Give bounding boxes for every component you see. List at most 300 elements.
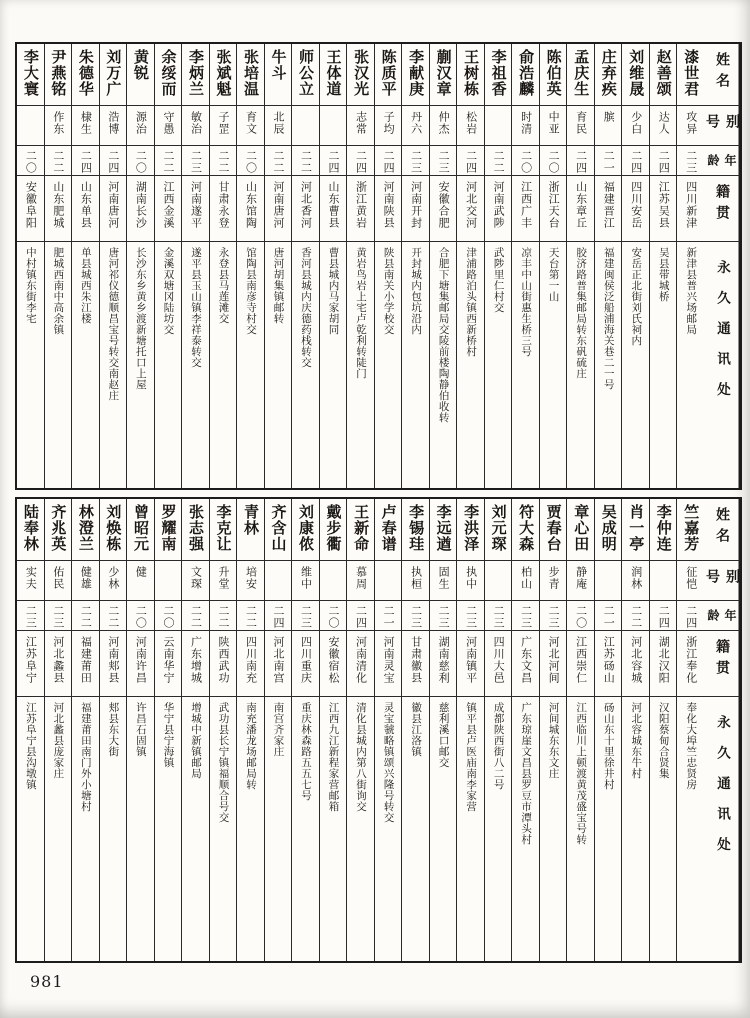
person-native-place: 山东馆陶 xyxy=(244,181,258,229)
person-alias: 固生 xyxy=(437,566,451,590)
person-native-place: 河南郏县 xyxy=(106,636,120,684)
person-alias: 健 xyxy=(134,566,148,578)
person-alias-cell xyxy=(485,561,512,601)
person-address: 长沙东乡黄乡渡新塘托口上屋 xyxy=(134,247,147,390)
person-age: 二三 xyxy=(189,150,203,174)
person-age: 二三 xyxy=(409,605,423,629)
person-age: 二二 xyxy=(272,150,285,174)
person-column xyxy=(649,44,677,488)
person-name: 李仲连 xyxy=(654,504,673,552)
person-age: 二三 xyxy=(299,605,313,629)
person-name-cell xyxy=(17,44,44,106)
person-age-cell xyxy=(155,601,182,631)
person-alias: 子罡 xyxy=(216,111,230,135)
person-age-cell xyxy=(375,146,402,176)
person-native-place-cell xyxy=(540,176,567,242)
person-column xyxy=(621,499,649,961)
person-name-cell xyxy=(457,44,484,106)
person-native-place: 湖南慈利 xyxy=(437,636,451,684)
person-alias-cell xyxy=(100,106,127,146)
person-column xyxy=(291,499,319,961)
person-name-cell xyxy=(320,44,347,106)
person-age-cell xyxy=(650,146,677,176)
person-address-cell xyxy=(100,697,127,961)
person-alias-cell xyxy=(45,561,72,601)
person-native-place: 甘肃徽县 xyxy=(409,636,423,684)
person-native-place: 河南许昌 xyxy=(134,636,148,684)
person-address-cell xyxy=(402,697,429,961)
person-native-place-cell xyxy=(237,176,264,242)
person-column xyxy=(374,44,402,488)
person-name-cell xyxy=(650,499,677,561)
person-address: 单县城西朱江楼 xyxy=(79,247,92,324)
person-address: 重庆林森路五五七号 xyxy=(300,702,313,801)
person-name: 青林 xyxy=(242,504,260,536)
person-alias-cell xyxy=(457,106,484,146)
person-alias: 执桓 xyxy=(409,566,423,590)
person-native-place: 山东肥城 xyxy=(51,181,65,229)
person-native-place-cell xyxy=(100,176,127,242)
person-name: 刘元琛 xyxy=(489,504,508,552)
person-column xyxy=(401,44,429,488)
person-address-cell xyxy=(650,697,677,961)
person-name-cell xyxy=(237,499,264,561)
person-name: 余绥而 xyxy=(159,49,178,97)
person-column xyxy=(44,499,72,961)
person-age-cell xyxy=(650,601,677,631)
person-address-cell xyxy=(320,697,347,961)
person-column xyxy=(484,499,512,961)
person-age-cell xyxy=(485,146,512,176)
person-age: 二一 xyxy=(602,150,616,174)
person-native-place-cell xyxy=(182,176,209,242)
person-age: 二三 xyxy=(437,605,451,629)
person-name: 漆世君 xyxy=(682,49,701,97)
person-name: 蒯汉章 xyxy=(434,49,453,97)
person-address-cell xyxy=(622,242,649,488)
person-alias-cell xyxy=(430,106,457,146)
person-address: 河北蠡县庞家庄 xyxy=(52,702,65,779)
person-alias-cell xyxy=(677,561,704,601)
person-address-cell xyxy=(430,697,457,961)
person-native-place-cell xyxy=(650,631,677,697)
person-address-cell xyxy=(457,697,484,961)
person-age-cell xyxy=(347,601,374,631)
person-address: 胶济路普集邮局转东矾硫庄 xyxy=(575,247,588,379)
person-address-cell xyxy=(677,697,704,961)
person-age: 二〇 xyxy=(327,605,341,629)
person-name-cell xyxy=(347,44,374,106)
header-native-place: 籍贯 xyxy=(704,631,740,697)
person-name-cell xyxy=(375,44,402,106)
person-alias-cell xyxy=(595,561,622,601)
person-column xyxy=(154,499,182,961)
person-address-cell xyxy=(127,697,154,961)
person-alias-cell xyxy=(677,106,704,146)
person-name: 张志强 xyxy=(186,504,205,552)
person-native-place: 江西广丰 xyxy=(519,181,533,229)
person-column xyxy=(539,44,567,488)
person-native-place: 四川南充 xyxy=(244,636,258,684)
person-native-place-cell xyxy=(292,631,319,697)
person-address: 吴县带城桥 xyxy=(657,247,670,302)
person-alias: 维中 xyxy=(299,566,313,590)
person-address-cell xyxy=(430,242,457,488)
person-name: 张斌魁 xyxy=(214,49,233,97)
person-alias: 育文 xyxy=(244,111,258,135)
person-address: 清化县城内第八街询交 xyxy=(355,702,368,812)
person-name: 罗耀南 xyxy=(159,504,178,552)
person-alias: 膑 xyxy=(602,111,616,123)
person-age: 二三 xyxy=(519,605,533,629)
person-alias: 少白 xyxy=(629,111,643,135)
person-alias-cell xyxy=(402,561,429,601)
person-native-place-cell xyxy=(265,176,292,242)
person-name-cell xyxy=(265,499,292,561)
person-address-cell xyxy=(155,697,182,961)
person-alias-cell xyxy=(347,106,374,146)
person-alias-cell xyxy=(155,106,182,146)
person-address: 成都陕西街八二号 xyxy=(492,702,505,790)
person-alias-cell xyxy=(567,561,594,601)
person-age: 二二 xyxy=(106,605,120,629)
person-age: 二四 xyxy=(657,605,671,629)
person-age-cell xyxy=(210,601,237,631)
person-address-cell xyxy=(622,697,649,961)
person-native-place: 江苏阜宁 xyxy=(24,636,38,684)
person-address: 华宁县宁海镇 xyxy=(162,702,175,768)
person-name: 刘焕栋 xyxy=(104,504,123,552)
person-age: 二三 xyxy=(51,605,65,629)
person-name-cell xyxy=(292,499,319,561)
person-native-place: 浙江黄岩 xyxy=(354,181,368,229)
person-name: 王树栋 xyxy=(462,49,481,97)
person-name: 尹燕铭 xyxy=(49,49,68,97)
person-age-cell xyxy=(567,146,594,176)
person-native-place: 河北河间 xyxy=(547,636,561,684)
person-name: 刘万广 xyxy=(104,49,123,97)
person-name-cell xyxy=(512,44,539,106)
person-name-cell xyxy=(622,499,649,561)
person-age-cell xyxy=(237,601,264,631)
person-address: 凉丰中山街惠生桥三号 xyxy=(520,247,533,357)
person-address: 许昌石固镇 xyxy=(134,702,147,757)
person-alias-cell xyxy=(402,106,429,146)
person-column xyxy=(126,499,154,961)
person-name: 刘康侬 xyxy=(297,504,316,552)
person-native-place: 福建莆田 xyxy=(79,636,93,684)
person-age: 二二 xyxy=(629,605,643,629)
person-name-cell xyxy=(155,44,182,106)
person-name: 李远遒 xyxy=(434,504,453,552)
person-age: 二二 xyxy=(51,150,65,174)
person-alias: 文琛 xyxy=(189,566,203,590)
person-alias: 静庵 xyxy=(574,566,588,590)
person-address: 中村镇东街李宅 xyxy=(24,247,37,324)
person-age: 二四 xyxy=(464,150,478,174)
person-name: 师公立 xyxy=(297,49,316,97)
person-age: 二一 xyxy=(602,605,616,629)
person-name: 李献庚 xyxy=(407,49,426,97)
person-age-cell xyxy=(430,601,457,631)
person-name: 黄锐 xyxy=(131,49,150,81)
person-alias-cell xyxy=(127,561,154,601)
person-column xyxy=(236,499,264,961)
person-address-cell xyxy=(155,242,182,488)
person-alias-cell xyxy=(540,561,567,601)
person-address: 武陟里仁村交 xyxy=(492,247,505,313)
person-alias: 敏治 xyxy=(189,111,203,135)
person-column xyxy=(676,44,704,488)
person-address: 唐河胡集镇邮转 xyxy=(272,247,285,324)
person-name: 张培温 xyxy=(242,49,260,97)
person-age: 二〇 xyxy=(547,150,561,174)
person-column xyxy=(236,44,264,488)
person-alias-cell xyxy=(540,106,567,146)
person-native-place: 江苏砀山 xyxy=(602,636,616,684)
person-native-place-cell xyxy=(100,631,127,697)
person-address: 金溪双塘冈陆坊交 xyxy=(162,247,175,335)
person-alias-cell xyxy=(127,106,154,146)
person-name: 竺嘉芳 xyxy=(682,504,701,552)
person-native-place-cell xyxy=(457,176,484,242)
person-name-cell xyxy=(430,44,457,106)
person-name-cell xyxy=(677,499,704,561)
person-native-place-cell xyxy=(457,631,484,697)
person-name: 俞浩麟 xyxy=(517,49,536,97)
person-name-cell xyxy=(210,499,237,561)
person-address-cell xyxy=(210,697,237,961)
person-alias: 实夫 xyxy=(24,566,38,590)
person-alias-cell xyxy=(650,106,677,146)
person-address-cell xyxy=(265,697,292,961)
person-age: 二四 xyxy=(327,150,341,174)
person-age-cell xyxy=(402,601,429,631)
person-name: 刘维晟 xyxy=(627,49,646,97)
person-address-cell xyxy=(485,242,512,488)
person-address-cell xyxy=(182,242,209,488)
person-name: 朱德华 xyxy=(76,49,95,97)
person-native-place: 河北容城 xyxy=(629,636,643,684)
person-column xyxy=(484,44,512,488)
header-name: 姓名 xyxy=(704,44,740,106)
person-age-cell xyxy=(320,601,347,631)
person-alias-cell xyxy=(512,561,539,601)
person-address-cell xyxy=(595,242,622,488)
person-name-cell xyxy=(210,44,237,106)
person-address: 永登县马莲滩交 xyxy=(217,247,230,324)
person-address-cell xyxy=(567,697,594,961)
person-address: 徽县江洛镇 xyxy=(410,702,423,757)
person-native-place: 河南唐河 xyxy=(106,181,120,229)
person-column xyxy=(456,499,484,961)
person-age-cell xyxy=(155,146,182,176)
person-name-cell xyxy=(127,499,154,561)
person-name-cell xyxy=(540,499,567,561)
person-name-cell xyxy=(595,44,622,106)
person-native-place-cell xyxy=(127,631,154,697)
person-name: 林澄兰 xyxy=(76,504,95,552)
person-address-cell xyxy=(265,242,292,488)
person-native-place-cell xyxy=(155,176,182,242)
person-address-cell xyxy=(237,242,264,488)
person-age: 二〇 xyxy=(574,605,588,629)
person-age-cell xyxy=(265,146,292,176)
person-native-place: 浙江奉化 xyxy=(684,636,698,684)
person-age-cell xyxy=(457,601,484,631)
person-native-place-cell xyxy=(320,631,347,697)
person-native-place-cell xyxy=(347,631,374,697)
person-native-place-cell xyxy=(402,176,429,242)
person-age: 二〇 xyxy=(161,605,175,629)
person-address-cell xyxy=(347,242,374,488)
person-native-place: 河南陕县 xyxy=(382,181,396,229)
person-name-cell xyxy=(650,44,677,106)
person-age: 二〇 xyxy=(244,150,258,174)
person-address-cell xyxy=(127,242,154,488)
person-alias: 浩博 xyxy=(106,111,120,135)
person-alias: 志常 xyxy=(354,111,368,135)
person-address: 江西临川上顿渡黄茂盛宝号转 xyxy=(575,702,588,845)
person-alias: 时清 xyxy=(519,111,533,135)
person-name-cell xyxy=(72,499,99,561)
person-age: 二四 xyxy=(574,150,588,174)
person-age-cell xyxy=(540,146,567,176)
person-alias: 培安 xyxy=(244,566,258,590)
person-age: 二二 xyxy=(492,150,506,174)
person-native-place: 福建晋江 xyxy=(602,181,616,229)
person-name-cell xyxy=(182,44,209,106)
person-age-cell xyxy=(677,601,704,631)
person-age: 二三 xyxy=(24,605,38,629)
person-column xyxy=(99,499,127,961)
person-name-cell xyxy=(457,499,484,561)
person-native-place-cell xyxy=(210,176,237,242)
person-alias: 执中 xyxy=(464,566,478,590)
person-name: 曾昭元 xyxy=(131,504,150,552)
person-native-place-cell xyxy=(292,176,319,242)
person-name-cell xyxy=(17,499,44,561)
person-address: 灵宝虢略镇颂兴隆号转交 xyxy=(382,702,395,823)
person-column xyxy=(511,44,539,488)
person-age-cell xyxy=(100,601,127,631)
person-address: 江西九江新程家营邮箱 xyxy=(327,702,340,812)
person-address: 河北容城东牛村 xyxy=(630,702,643,779)
person-alias: 丹六 xyxy=(409,111,423,135)
person-age-cell xyxy=(127,601,154,631)
person-alias-cell xyxy=(265,106,292,146)
person-native-place: 安徽阜阳 xyxy=(24,181,38,229)
person-name-cell xyxy=(512,499,539,561)
page-number: 981 xyxy=(30,972,64,991)
person-name: 李洪泽 xyxy=(462,504,481,552)
person-address: 江苏阜宁县沟墩镇 xyxy=(24,702,37,790)
person-address: 南充潘龙场邮局转 xyxy=(244,702,257,790)
person-column xyxy=(181,499,209,961)
directory-table-bottom xyxy=(15,497,742,963)
person-age: 二四 xyxy=(354,605,368,629)
person-age-cell xyxy=(595,146,622,176)
person-alias-cell xyxy=(155,561,182,601)
person-column xyxy=(676,499,704,961)
person-address: 河间城东东文庄 xyxy=(547,702,560,779)
person-native-place-cell xyxy=(595,631,622,697)
person-native-place: 河北交河 xyxy=(464,181,478,229)
person-address-cell xyxy=(650,242,677,488)
person-column xyxy=(511,499,539,961)
person-age: 二四 xyxy=(629,150,643,174)
person-alias: 源治 xyxy=(134,111,148,135)
person-native-place-cell xyxy=(237,631,264,697)
person-native-place: 河南武陟 xyxy=(492,181,506,229)
person-age-cell xyxy=(72,146,99,176)
person-age: 二二 xyxy=(161,150,175,174)
person-native-place: 河南遂平 xyxy=(189,181,203,229)
directory-table-top xyxy=(15,42,742,490)
person-alias-cell xyxy=(182,561,209,601)
person-name-cell xyxy=(485,44,512,106)
person-age: 二二 xyxy=(79,605,93,629)
person-name-cell xyxy=(100,499,127,561)
person-age: 二三 xyxy=(684,150,698,174)
person-native-place-cell xyxy=(595,176,622,242)
header-native-place: 籍贯 xyxy=(704,176,740,242)
person-name-cell xyxy=(622,44,649,106)
person-address-cell xyxy=(320,242,347,488)
person-age-cell xyxy=(402,146,429,176)
person-alias-cell xyxy=(457,561,484,601)
person-address: 陕县南关小学校交 xyxy=(382,247,395,335)
person-address: 合肥下塘集邮局交陵前楼陶静伯收转 xyxy=(437,247,450,423)
person-native-place-cell xyxy=(485,631,512,697)
person-column xyxy=(566,499,594,961)
person-name: 吴成明 xyxy=(599,504,618,552)
person-alias: 仲杰 xyxy=(437,111,451,135)
person-native-place: 甘肃永登 xyxy=(216,181,230,229)
person-name: 齐含山 xyxy=(269,504,288,552)
person-native-place: 云南华宁 xyxy=(161,636,175,684)
person-alias-cell xyxy=(17,561,44,601)
person-address: 安岳正北街刘氏祠内 xyxy=(630,247,643,346)
person-alias: 子均 xyxy=(382,111,396,135)
header-permanent-address: 永久通讯处 xyxy=(714,260,730,413)
person-alias-cell xyxy=(375,106,402,146)
person-native-place-cell xyxy=(320,176,347,242)
person-address: 福建莆田南门外小塘村 xyxy=(79,702,92,812)
person-address: 汉阳蔡甸合贤集 xyxy=(657,702,670,779)
person-name: 孟庆生 xyxy=(572,49,591,97)
person-name: 肖一亭 xyxy=(627,504,646,552)
person-alias-cell xyxy=(485,106,512,146)
person-native-place-cell xyxy=(17,631,44,697)
person-alias-cell xyxy=(292,106,319,146)
person-address-cell xyxy=(17,242,44,488)
person-age: 二三 xyxy=(464,605,478,629)
person-name-cell xyxy=(292,44,319,106)
person-alias-cell xyxy=(45,106,72,146)
person-alias: 松岩 xyxy=(464,111,478,135)
person-address-cell xyxy=(45,697,72,961)
person-name: 赵善颂 xyxy=(654,49,673,97)
person-native-place-cell xyxy=(622,176,649,242)
person-name: 陈质平 xyxy=(379,49,398,97)
person-native-place: 陕西武功 xyxy=(216,636,230,684)
person-age: 二一 xyxy=(382,605,396,629)
person-column xyxy=(44,44,72,488)
person-column xyxy=(566,44,594,488)
person-age-cell xyxy=(45,601,72,631)
person-native-place-cell xyxy=(72,631,99,697)
